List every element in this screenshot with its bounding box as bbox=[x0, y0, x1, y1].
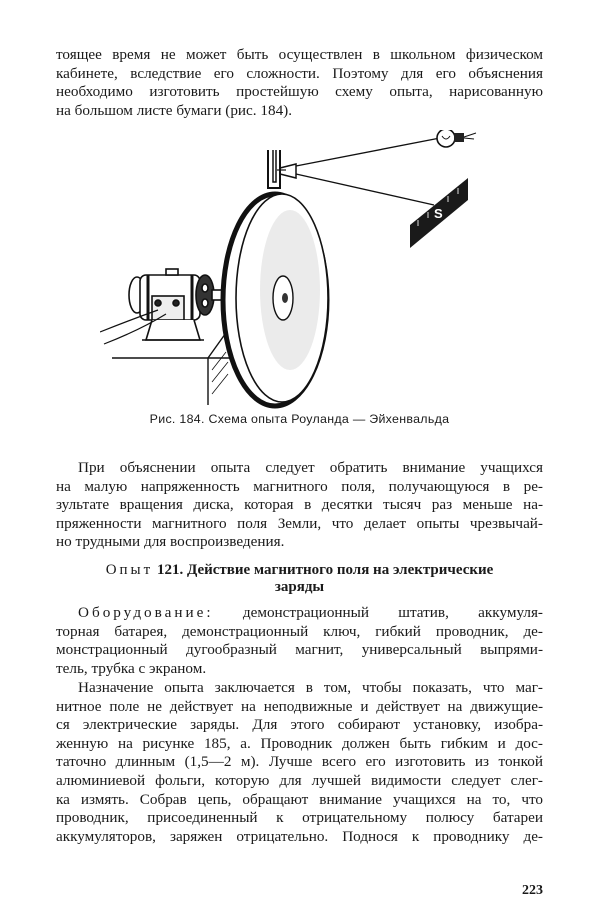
scale-icon bbox=[410, 178, 468, 248]
text-line: проводник, присоединенный к отрицательному полюсу батареи bbox=[56, 809, 543, 827]
text-line: аккумуляторов, заряжен отрицательно. Поднося к проводнику де- bbox=[56, 827, 543, 845]
text-line: таточно длинным (1,5—2 м). Лучше всего его изготовить из тонкой bbox=[56, 753, 543, 771]
text-line: Назначение опыта заключается в том, чтобы показать, что маг- bbox=[78, 679, 543, 696]
text-line: на малую напряженность магнитного поля, получающуюся в ре- bbox=[56, 477, 543, 495]
text-line: При объяснении опыта следует обратить внимание учащихся bbox=[78, 459, 543, 476]
magnetometer-icon bbox=[268, 150, 296, 188]
text-line: кабинете, вследствие его сложности. Поэтому для его объяснения bbox=[56, 64, 543, 82]
purpose-paragraph bbox=[56, 679, 543, 846]
section-number: 121. bbox=[156, 562, 184, 578]
page-number: 223 bbox=[522, 883, 543, 898]
text-line: нитное поле не действует на неподвижные и действует на движущие- bbox=[56, 697, 543, 715]
explanation-paragraph bbox=[56, 459, 543, 552]
table-block bbox=[112, 330, 235, 405]
text-fragment: демонстрационный штатив, аккумуля- bbox=[242, 604, 543, 621]
text-line: монстрационный дугообразный магнит, универсальный выпрями- bbox=[56, 641, 543, 659]
section-title: Действие магнитного поля на электрические bbox=[186, 562, 494, 578]
section-title-line2: заряды bbox=[274, 579, 325, 595]
light-bulb-icon bbox=[437, 130, 476, 147]
text-line: но трудными для воспроизведения. bbox=[56, 533, 285, 551]
text-line: алюминиевой фольги, которую для лучшей видимости следует слег- bbox=[56, 771, 543, 789]
section-label: Опыт bbox=[105, 562, 154, 578]
rotating-disk-icon bbox=[223, 194, 328, 406]
top-paragraph bbox=[56, 46, 543, 120]
text-line: на большом листе бумаги (рис. 184). bbox=[56, 101, 293, 119]
text-line: ся электрические заряды. Для этого собирают установку, изобра- bbox=[56, 716, 543, 734]
figure-184-rowland-eichenwald-diagram bbox=[100, 130, 500, 410]
text-line: тоящее время не может быть осуществлен в школьном физическом bbox=[56, 46, 543, 63]
electric-motor-icon bbox=[100, 269, 228, 344]
text-line: необходимо изготовить простейшую схему опыта, нарисованную bbox=[56, 83, 543, 101]
text-line bbox=[56, 604, 543, 623]
section-heading bbox=[56, 562, 543, 596]
text-line: женную на рисунке 185, а. Проводник должен быть гибким и дос- bbox=[56, 734, 543, 752]
text-line: зультате вращения диска, которая в десятки тысяч раз меньше на- bbox=[56, 496, 543, 514]
text-line: ка измять. Собрав цепь, обращают внимание учащихся на то, что bbox=[56, 790, 543, 808]
equipment-paragraph bbox=[56, 604, 543, 678]
light-beam-incident bbox=[296, 138, 440, 166]
text-line: тель, трубка с экраном. bbox=[56, 659, 207, 677]
text-line: пряженности магнитного поля Земли, что делает опыты чрезвычай- bbox=[56, 514, 543, 532]
text-line: торная батарея, демонстрационный ключ, гибкий проводник, де- bbox=[56, 622, 543, 640]
figure-caption: Рис. 184. Схема опыта Роуланда — Эйхенвальда bbox=[149, 412, 450, 426]
scale-label: S bbox=[434, 206, 443, 221]
light-beam-reflected bbox=[296, 174, 434, 205]
equipment-label: Оборудование: bbox=[78, 604, 214, 621]
